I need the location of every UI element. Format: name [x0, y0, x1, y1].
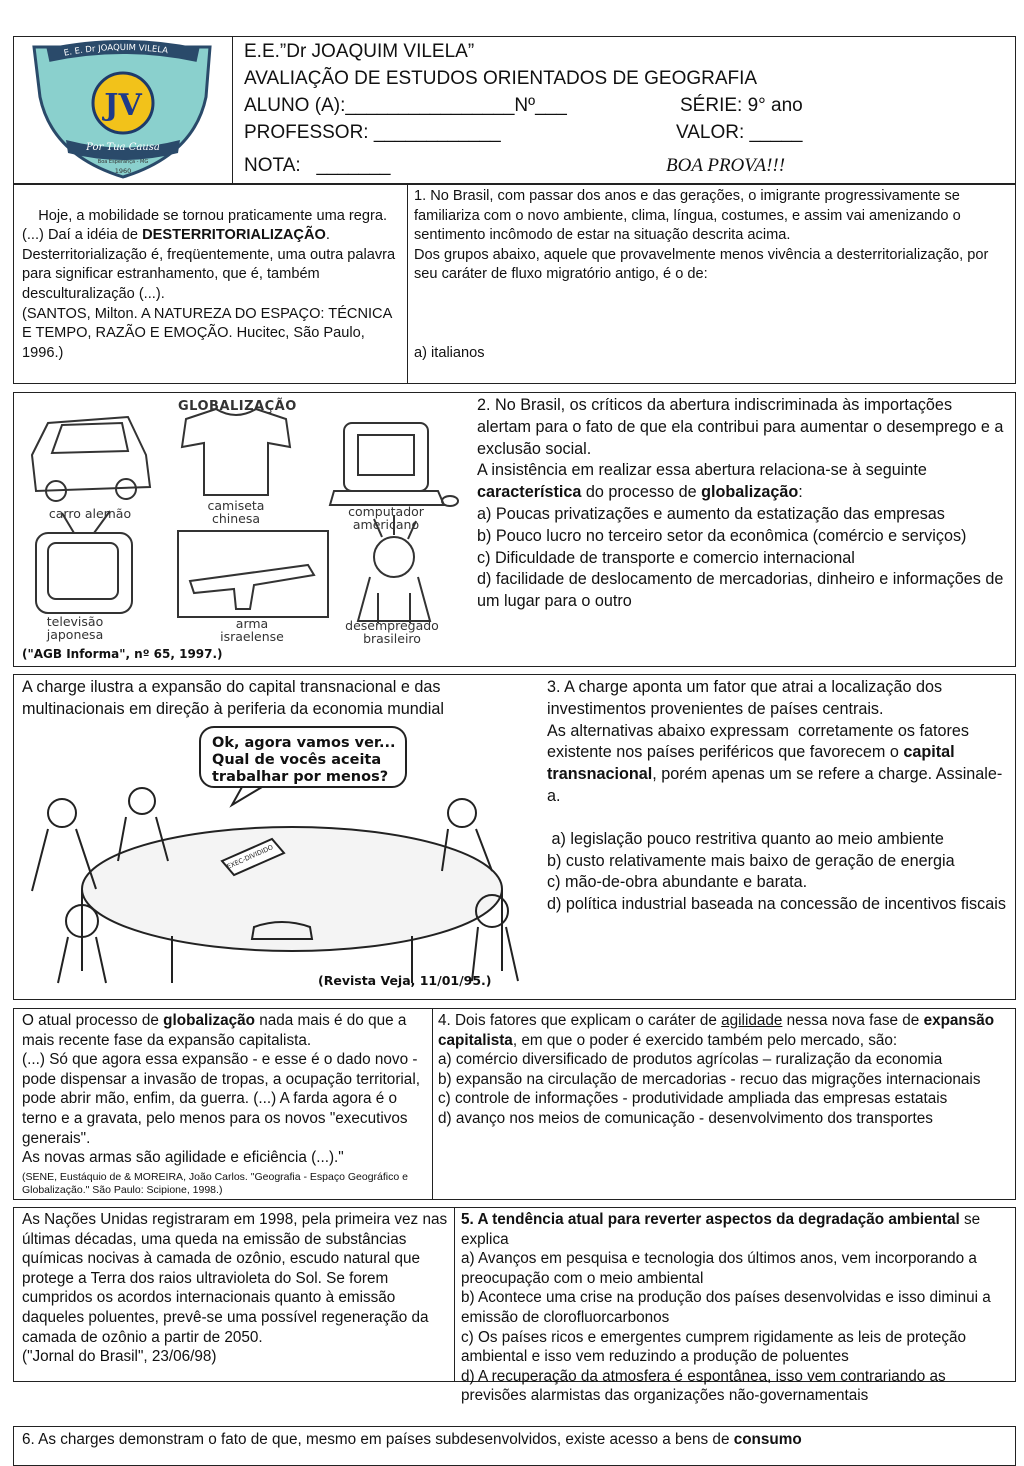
q4-q-a: 4. Dois fatores que explicam o caráter de [438, 1012, 722, 1029]
q5-context-text: As Nações Unidas registraram em 1998, pela primeira vez nas últimas décadas, uma queda na emissão de substâncias químicas nocivas à camada de ozônio, escudo natural que protege a Terra dos raios ultravioleta do Sol. Se forem cumpridos os acordos internacionais quanto à emissão daqueles poluentes, prevê-se uma possível regeneração da camada de ozônio a partir de 2050. ("Jornal do Brasil", 23/06/98) [22, 1211, 448, 1366]
crest-city: Boa Esperança - MG [97, 159, 149, 165]
shirt-shape [182, 409, 290, 495]
label-arma-israelense: arma israelense [220, 616, 284, 644]
q2-bold-caracteristica: característica [477, 483, 582, 502]
q4-bold-expansao: expansão capitalista [438, 1012, 995, 1049]
score-field: NOTA: _______ [244, 155, 391, 176]
q4-context-a: O atual processo de [22, 1012, 164, 1029]
q5-option-b[interactable]: b) Acontece uma crise na produção dos países desenvolvidas e isso diminui a emissão de clorofluorcarbonos [461, 1289, 991, 1326]
crest-year: 1960 [114, 167, 132, 175]
q2-option-b[interactable]: b) Pouco lucro no terceiro setor da econômica (comércio e serviços) [477, 526, 967, 545]
q3-option-b[interactable]: b) custo relativamente mais baixo de geração de energia [547, 851, 955, 870]
q1-divider [407, 185, 408, 383]
q2-question-text [477, 395, 1010, 613]
bubble-line-1: Ok, agora vamos ver... [212, 735, 396, 751]
bubble-line-2: Qual de vocês aceita [212, 752, 382, 768]
exam-title: AVALIAÇÃO DE ESTUDOS ORIENTADOS DE GEOGRAFIA [244, 68, 758, 89]
school-crest-logo [14, 37, 232, 183]
q5-option-c[interactable]: c) Os países ricos e emergentes cumprem rigidamente as leis de proteção ambiental e isso vem reduzindo a produção de poluentes [461, 1328, 967, 1366]
q4-option-c[interactable]: c) controle de informações - produtividade ampliada das empresas estatais [438, 1090, 948, 1108]
q3-question-text [547, 677, 1009, 916]
q4-bold-globalizacao: globalização [163, 1012, 255, 1029]
q1-option-a[interactable]: a) italianos [414, 345, 485, 362]
globalizacao-cartoon [18, 395, 473, 665]
car-shape [32, 417, 150, 491]
rifle-shape [190, 565, 314, 609]
q6-question-text [22, 1430, 1002, 1450]
q2-bold-globalizacao: globalização [701, 483, 799, 502]
q5-option-a[interactable]: a) Avanços em pesquisa e tecnologia dos últimos anos, vem incorporando a preocupação com o meio ambiental [461, 1250, 977, 1287]
question-5-box [13, 1207, 1016, 1405]
q2-end: : [798, 483, 803, 502]
q1-context-text [22, 187, 398, 383]
q3-cartoon [22, 721, 538, 993]
crest-cell [14, 37, 233, 183]
q5-divider [454, 1208, 455, 1381]
q4-context-b: nada mais é do que a mais recente fase da expansão capitalista. (...) Só que agora essa expansão - e esse é o dado novo - pode dispensar a invasão de tropas, a ocupação territorial, pode abrir mão, enfim, da guerra. (...) A farda agora é o terno e a gravata, pelo menos para os novos "executivos generais". As novas armas são agilidade e eficiência (...)." [22, 1012, 420, 1167]
q2-mid: do processo de [581, 483, 702, 502]
header-box [13, 36, 1016, 184]
q2-option-d[interactable]: d) facilidade de deslocamento de mercadorias, dinheiro e informações de um lugar para o outro [477, 570, 1004, 611]
q4-option-d[interactable]: d) avanço nos meios de comunicação - desenvolvimento dos transportes [438, 1109, 933, 1127]
crest-motto: Por Tua Causa [86, 142, 160, 153]
q2-option-c[interactable]: c) Dificuldade de transporte e comercio internacional [477, 548, 855, 567]
q3-intro: 3. A charge aponta um fator que atrai a localização dos investimentos provenientes de países centrais. As alternativas abaixo expressam corretamente os fatores existente nos países periféricos que favorecem o [547, 678, 969, 762]
grade-field: SÉRIE: 9° ano [680, 95, 803, 116]
q3-caption: A charge ilustra a expansão do capital transnacional e das multinacionais em direção à periferia da economia mundial [22, 678, 444, 718]
cartoon-title: GLOBALIZAÇÃO [178, 399, 297, 414]
q6-bold-consumo: consumo [733, 1431, 802, 1448]
cartoon-source: ("AGB Informa", nº 65, 1997.) [22, 647, 223, 661]
q3-spacer [547, 808, 1009, 829]
q1-context-part1: Hoje, a mobilidade se tornou praticamente uma regra. (...) Daí a idéia de [22, 207, 392, 244]
label-carro-alemao: carro alemão [48, 506, 132, 521]
q3-option-c[interactable]: c) mão-de-obra abundante e barata. [547, 873, 808, 892]
q4-divider [432, 1009, 433, 1199]
q4-q-b: nessa nova fase de [782, 1012, 924, 1029]
label-camiseta-chinesa: camiseta chinesa [207, 498, 265, 526]
q2-intro: 2. No Brasil, os críticos da abertura indiscriminada às importações alertam para o fato de que ela contribui para aumentar o desemprego e a exclusão social. A insistência em realizar essa abertura relaciona-se à seguinte [477, 396, 1004, 480]
value-field: VALOR: _____ [676, 122, 803, 143]
q4-option-a[interactable]: a) comércio diversificado de produtos agrícolas – ruralização da economia [438, 1051, 943, 1069]
good-luck-text: BOA PROVA!!! [666, 155, 786, 176]
crest-top-text: E. E. Dr JOAQUIM VILELA [63, 42, 169, 59]
label-televisao-japonesa: televisão japonesa [46, 614, 104, 642]
q5-bold-question: 5. A tendência atual para reverter aspectos da degradação ambiental [461, 1211, 960, 1228]
student-field: ALUNO (A):________________Nº___ [244, 95, 567, 116]
q3-cartoon-source: (Revista Veja, 11/01/95.) [318, 973, 492, 988]
q4-option-b[interactable]: b) expansão na circulação de mercadorias - recuo das migrações internacionais [438, 1070, 981, 1088]
teacher-field: PROFESSOR: ____________ [244, 122, 501, 143]
q6-text: 6. As charges demonstram o fato de que, mesmo em países subdesenvolvidos, existe acesso a bens de [22, 1431, 734, 1448]
q3-bold-capital: capital transnacional [547, 743, 955, 784]
question-1-box [13, 184, 1016, 384]
q1-keyword: DESTERRITORIALIZAÇÃO [142, 227, 326, 244]
q4-question-text [438, 1011, 1010, 1129]
label-computador-americano: computador americano [348, 504, 424, 532]
cartoon-bubble-text [212, 735, 396, 785]
q5-option-d[interactable]: d) A recuperação da atmosfera é espontânea, isso vem contrariando as previsões alarmistas das organizações não-governamentais [461, 1367, 946, 1405]
q1-context-part2: . Desterritorialização é, freqüentemente, uma outra palavra para significar estranhamento, que é, também desculturalização (...). (SANTOS, Milton. A NATUREZA DO ESPAÇO: TÉCNICA E TEMPO, RAZÃO E EMOÇÃO. Hucitec, São Paulo, 1996.) [22, 227, 396, 361]
q3-end: , porém apenas um se refere a charge. Assinale-a. [547, 765, 1003, 805]
q2-option-a[interactable]: a) Poucas privatizações e aumento da estatização das empresas [477, 504, 945, 523]
school-name: E.E.”Dr JOAQUIM VILELA” [244, 41, 475, 62]
q5-question-text [461, 1210, 1001, 1406]
q1-question-text: 1. No Brasil, com passar dos anos e das gerações, o imigrante progressivamente se familiariza com o novo ambiente, clima, língua, costumes, e assim vai amenizando o sentimento incômodo de estar na situação descrita acima. Dos grupos abaixo, aquele que provavelmente menos vivência a desterritorialização, por seu caráter de fluxo migratório antigo, é o de: [414, 188, 989, 283]
q4-context-text [22, 1011, 422, 1168]
q5-q-rest: se explica [461, 1211, 981, 1248]
label-desempregado-brasileiro: desempregado brasileiro [345, 618, 439, 646]
q3-option-a[interactable]: a) legislação pouco restritiva quanto ao meio ambiente [547, 829, 944, 848]
crest-monogram: JV [104, 88, 142, 123]
question-4-box [13, 1008, 1016, 1200]
q4-citation: (SENE, Eustáquio de & MOREIRA, João Carlos. "Geografia - Espaço Geográfico e Globalização." São Paulo: Scipione, 1998.) [22, 1171, 408, 1196]
bubble-line-3: trabalhar por menos? [212, 769, 389, 785]
q4-underline-agilidade: agilidade [721, 1012, 783, 1029]
cartoon-sign-text: EXEC-DIVIDIDO [225, 843, 275, 871]
question-6-box [13, 1426, 1016, 1466]
q4-q-c: , em que o poder é exercido também pelo mercado, são: [512, 1031, 898, 1049]
q3-option-d[interactable]: d) política industrial baseada na concessão de incentivos fiscais [547, 895, 1006, 914]
question-3-box [13, 674, 1016, 1000]
round-table-drawing [22, 721, 538, 993]
question-2-box [13, 392, 1016, 667]
